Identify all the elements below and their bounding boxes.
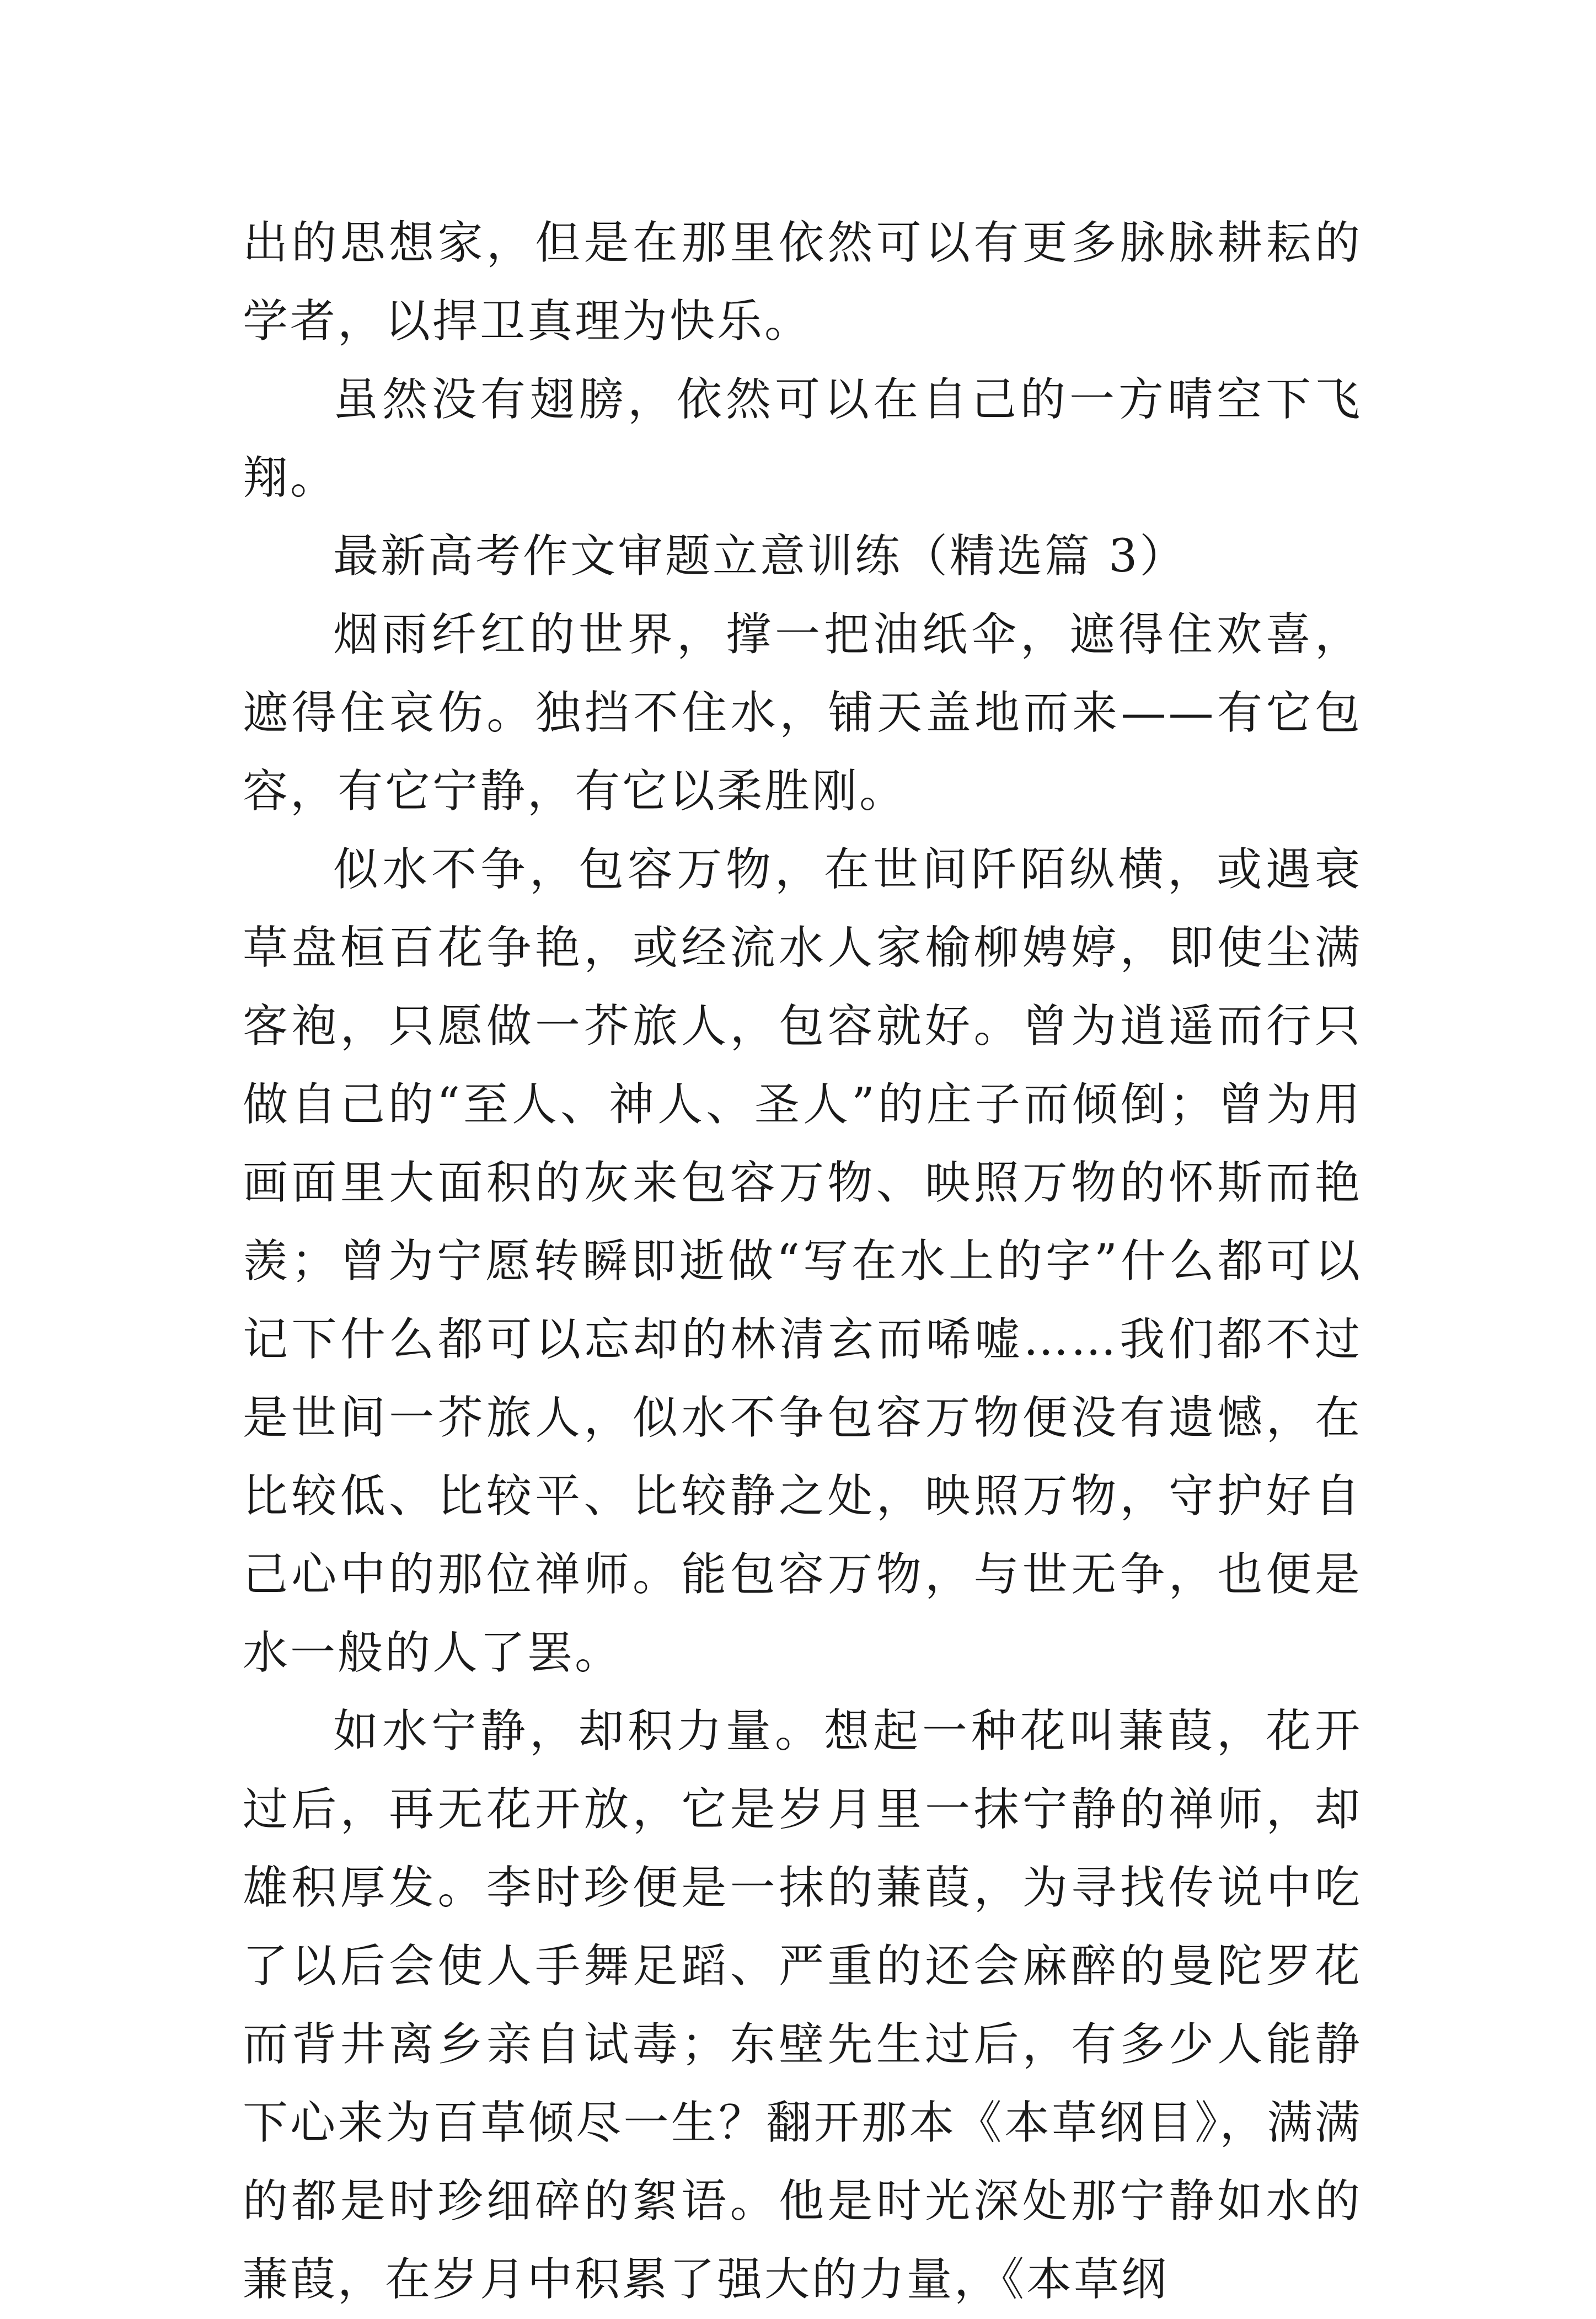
section-heading: 最新高考作文审题立意训练（精选篇 3） <box>333 530 1187 583</box>
document-body <box>243 204 1362 2319</box>
paragraph-1: 出的思想家，但是在那里依然可以有更多脉脉耕耘的学者，以捍卫真理为快乐。 <box>243 217 1362 348</box>
paragraph-2: 虽然没有翅膀，依然可以在自己的一方晴空下飞翔。 <box>243 373 1362 504</box>
paragraph-4: 烟雨纤红的世界，撑一把油纸伞，遮得住欢喜，遮得住哀伤。独挡不住水，铺天盖地而来——有它包容，有它宁静，有它以柔胜刚。 <box>243 608 1362 817</box>
paragraph-5: 似水不争，包容万物，在世间阡陌纵横，或遇衰草盘桓百花争艳，或经流水人家榆柳娉婷，即使尘满客袍，只愿做一芥旅人，包容就好。曾为逍遥而行只做自己的“至人、神人、圣人”的庄子而倾倒；曾为用画面里大面积的灰来包容万物、映照万物的怀斯而艳羡；曾为宁愿转瞬即逝做“写在水上的字”什么都可以记下什么都可以忘却的林清玄而唏嘘……我们都不过是世间一芥旅人，似水不争包容万物便没有遗憾，在比较低、比较平、比较静之处，映照万物，守护好自己心中的那位禅师。能包容万物，与世无争，也便是水一般的人了罢。 <box>243 843 1362 1679</box>
paragraph-6: 如水宁静，却积力量。想起一种花叫蒹葭，花开过后，再无花开放，它是岁月里一抹宁静的禅师，却雄积厚发。李时珍便是一抹的蒹葭，为寻找传说中吃了以后会使人手舞足蹈、严重的还会麻醉的曼陀罗花而背井离乡亲自试毒；东壁先生过后，有多少人能静下心来为百草倾尽一生？翻开那本《本草纲目》，满满的都是时珍细碎的絮语。他是时光深处那宁静如水的蒹葭，在岁月中积累了强大的力量，《本草纲 <box>243 1705 1362 2306</box>
